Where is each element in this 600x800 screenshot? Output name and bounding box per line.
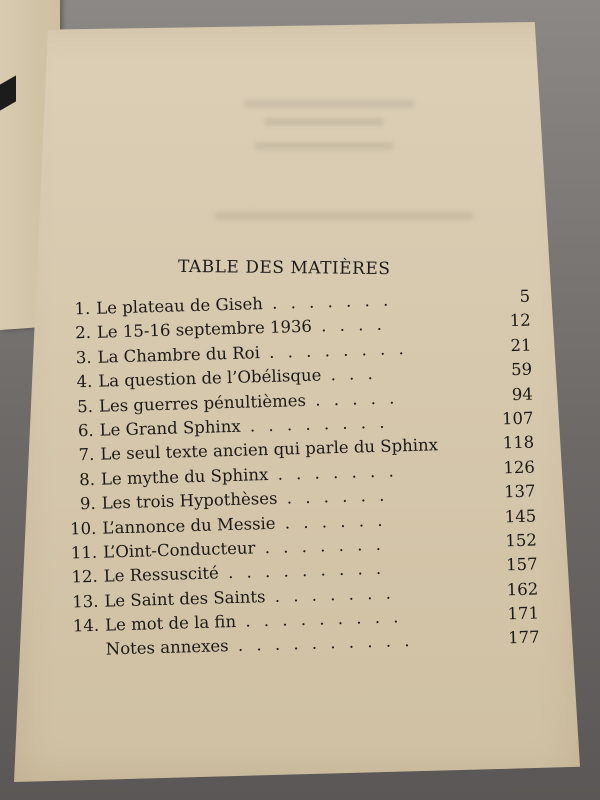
toc-entry-page: 177: [507, 627, 540, 648]
toc-entry-label: Le mythe du Sphinx: [100, 464, 269, 489]
toc-leader-dots: . . . . . . .: [255, 534, 386, 558]
toc-leader-dots: . . . . . . . . .: [218, 559, 386, 583]
toc-entry-label: L’Oint-Conducteur: [102, 538, 256, 562]
toc-leader-dots: . . . . . . . .: [240, 412, 389, 436]
toc-leader-dots: . . . . . . . .: [259, 338, 408, 362]
toc-entry-label: Le plateau de Giseh: [95, 294, 264, 318]
toc-entry-label: L’annonce du Messie: [102, 513, 276, 538]
toc-leader-dots: . . . . . . . . .: [235, 607, 403, 632]
toc-leader-dots: . . . . . . .: [262, 290, 393, 314]
toc-entry-label: Le Ressuscité: [103, 563, 220, 586]
toc-leader-dots: . . . . . .: [277, 485, 389, 508]
toc-entry-page: 126: [503, 457, 536, 478]
toc-list: [50, 287, 540, 666]
toc-entry-label: Les trois Hypothèses: [101, 488, 278, 513]
toc-entry-number: 3.: [75, 347, 92, 368]
toc-entry-number: 7.: [78, 445, 95, 465]
toc-entry-number: 4.: [76, 372, 93, 392]
toc-entry-label: Les guerres pénultièmes: [98, 390, 307, 416]
toc-leader-dots: . . . .: [311, 315, 387, 337]
toc-entry-label: Le Grand Sphinx: [99, 416, 241, 440]
toc-entry-page: 59: [510, 359, 533, 380]
toc-entry-number: [60, 640, 100, 641]
toc-entry-page: 137: [503, 481, 536, 502]
toc-entry-page: 107: [501, 408, 534, 429]
toc-entry-page: 118: [502, 432, 535, 453]
show-through-text: [264, 118, 384, 126]
toc-leader-dots: . . . . . .: [275, 510, 387, 533]
toc-leader-dots: . . .: [321, 364, 378, 385]
toc-entry-page: 157: [505, 554, 538, 575]
toc-entry-label: Le seul texte ancien qui parle du Sphinx: [100, 435, 439, 464]
toc-entry-label: La question de l’Obélisque: [98, 365, 322, 391]
show-through-text: [214, 212, 474, 220]
toc-entry-page: 12: [509, 310, 532, 331]
toc-entry-number: 8.: [79, 469, 96, 489]
toc-entry-number: 13.: [71, 591, 99, 612]
toc-entry-label: Le 15-16 septembre 1936: [96, 317, 313, 343]
toc-leader-dots: . . . . .: [305, 387, 399, 410]
toc-entry-number: 9.: [79, 493, 96, 514]
toc-entry-label: La Chambre du Roi: [97, 342, 261, 367]
toc-entry-label: Le Saint des Saints: [104, 586, 266, 611]
toc-entry-number: 10.: [69, 518, 97, 539]
toc-leader-dots: . . . . . . . . . .: [228, 631, 414, 656]
toc-entry-label: Le mot de la fin: [104, 612, 237, 635]
toc-entry-page: 145: [504, 506, 537, 526]
toc-entry-page: 5: [519, 286, 531, 306]
toc-entry-number: 11.: [70, 542, 98, 563]
toc-entry-number: 6.: [77, 420, 94, 441]
toc-entry-page: 171: [507, 603, 540, 624]
toc-entry-number: 5.: [76, 396, 94, 416]
toc-leader-dots: . . . . . . .: [265, 583, 396, 606]
toc-entry-label: Notes annexes: [105, 636, 229, 660]
toc-leader-dots: . . . . . . .: [268, 461, 398, 484]
toc-entry-number: 12.: [71, 567, 99, 587]
toc-entry-page: 162: [506, 579, 539, 600]
show-through-text: [244, 100, 414, 108]
toc-entry-page: 152: [505, 530, 538, 551]
toc-entry-number: 2.: [74, 323, 92, 343]
show-through-text: [254, 142, 394, 150]
toc-entry-number: 14.: [72, 615, 100, 636]
toc-title: TABLE DES MATIÈRES: [177, 256, 391, 280]
toc-entry-number: 1.: [74, 298, 91, 319]
toc-entry-page: 21: [510, 335, 532, 355]
toc-entry-page: 94: [511, 384, 534, 404]
